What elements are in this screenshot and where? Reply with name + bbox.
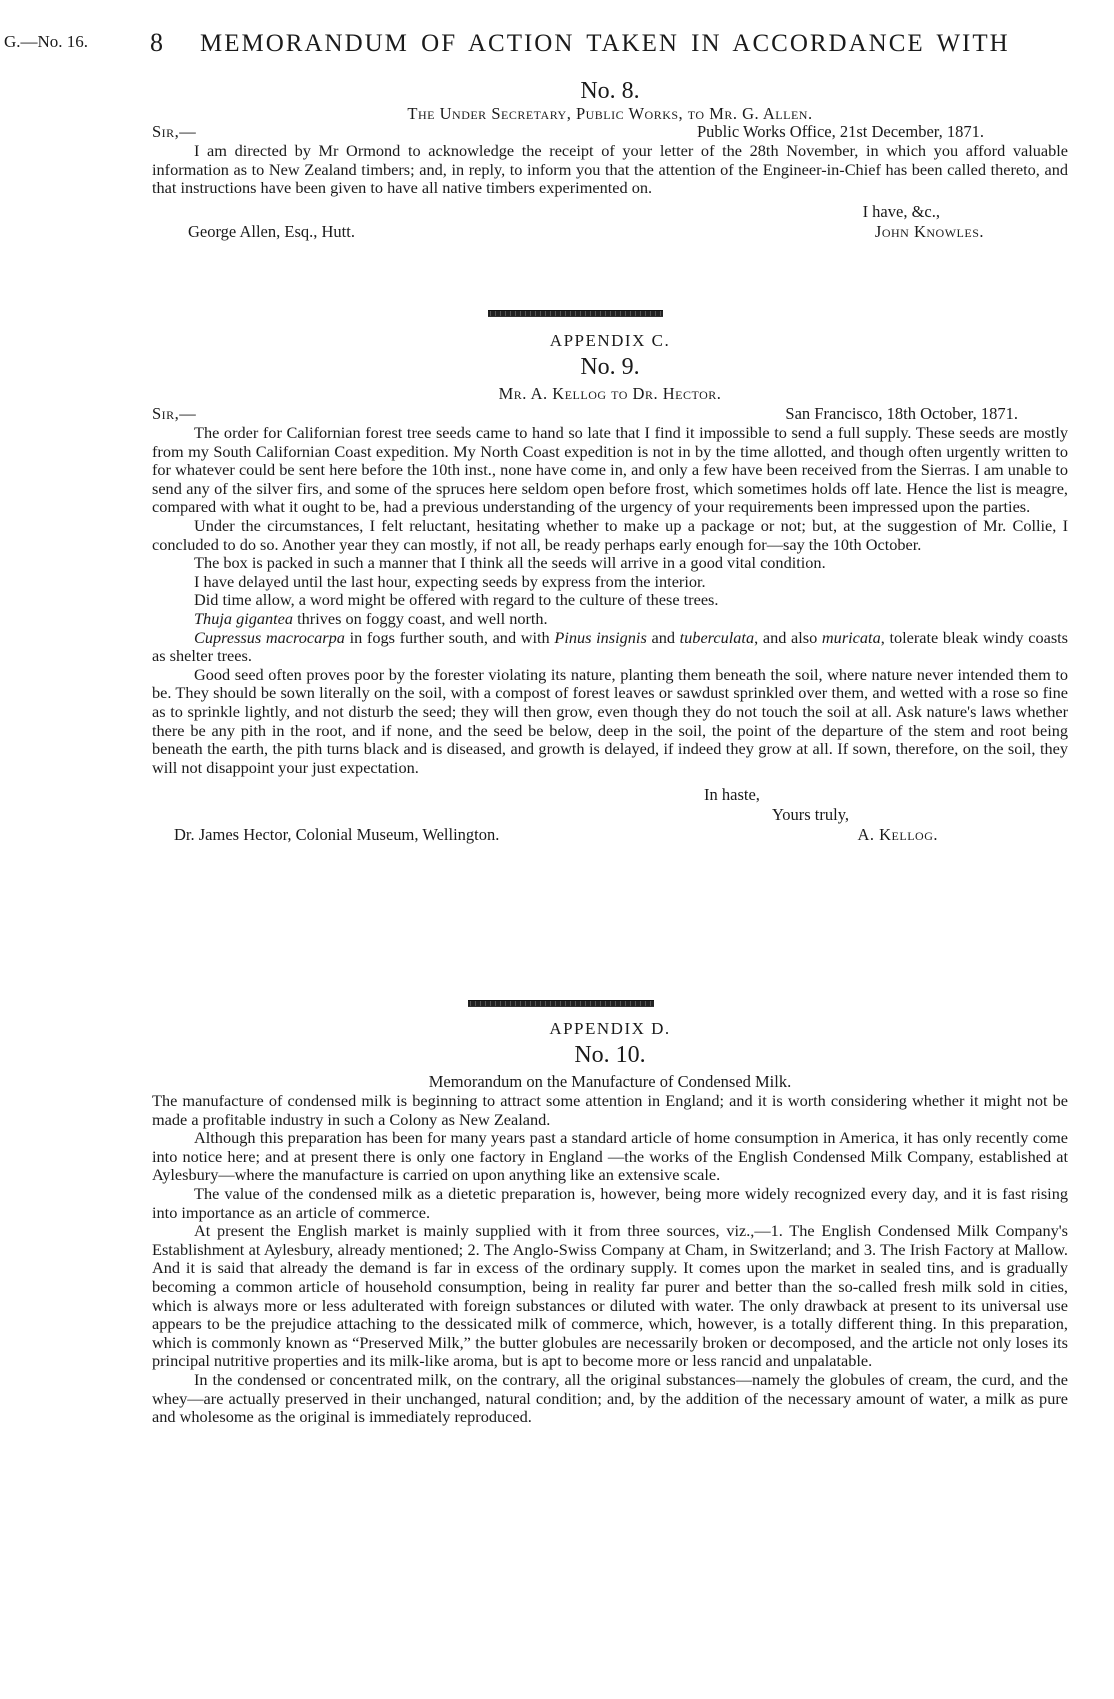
paragraph: Under the circumstances, I felt reluctant, hesitating whether to make up a package or not; but, at the suggestion of Mr. Collie, I concluded to do so. Another year they can mostly, if not all, be ready perhaps early enough for—say the 10th October. — [152, 515, 1068, 554]
species-name: muricata — [821, 627, 881, 647]
signature: A. Kellog. — [857, 825, 938, 845]
document-reference: G.—No. 16. — [4, 32, 89, 51]
memo-number: No. 10. — [574, 1042, 646, 1068]
paragraph-text: and — [646, 627, 680, 647]
paragraph: The value of the condensed milk as a dietetic preparation is, however, being more widely recognized every day, and it is fast rising into importance as an article of commerce. — [152, 1183, 1068, 1222]
appendix-label: APPENDIX C. — [549, 331, 671, 350]
salutation: Sir,— — [152, 122, 197, 141]
letter-number: No. 9. — [580, 354, 640, 380]
letter-heading: Mr. A. Kellog to Dr. Hector. — [498, 384, 722, 403]
paragraph-text: in fogs further south, and with — [344, 627, 555, 647]
running-title: MEMORANDUM OF ACTION TAKEN IN ACCORDANCE WITH — [200, 30, 1010, 57]
salutation: Sir,— — [152, 404, 197, 423]
place-date: Public Works Office, 21st December, 1871. — [696, 122, 984, 141]
memo-heading: Memorandum on the Manufacture of Condensed Milk. — [428, 1072, 792, 1091]
letter-number: No. 8. — [580, 78, 640, 104]
salutation-line — [152, 122, 1068, 142]
paragraph: The order for Californian forest tree seeds came to hand so late that I find it impossible to send a full supply. These seeds are mostly from my South Californian Coast expedition. My North Coast expedition is not in by the time allotted, and though often urgently written to for whatever could be sent here before the 10th inst., none have come in, and only a few have been received from the Sierras. I am unable to send any of the silver firs, and some of the spruces here seldom open before frost, which sometimes holds off late. Hence the list is meagre, compared with what it ought to be, had a previous understanding of the urgency of your requirements been impressed upon the parties. — [152, 423, 1068, 517]
page-number: 8 — [150, 28, 163, 57]
paragraph-text: , tolerate bleak windy coasts as shelter trees. — [152, 627, 1069, 666]
letter-heading: The Under Secretary, Public Works, to Mr. G. Allen. — [407, 104, 813, 123]
species-name: tuberculata — [679, 627, 755, 647]
letter-no-8 — [152, 76, 1068, 242]
paragraph — [152, 610, 1068, 629]
paragraph: Did time allow, a word might be offered with regard to the culture of these trees. — [194, 590, 719, 610]
section-divider — [468, 1000, 654, 1007]
appendix-label: APPENDIX D. — [549, 1019, 671, 1038]
paragraph-text: , and also — [754, 627, 822, 647]
place-date: San Francisco, 18th October, 1871. — [785, 404, 1018, 423]
species-name: Cupressus macrocarpa — [194, 627, 345, 647]
paragraph — [152, 629, 1068, 666]
paragraph: At present the English market is mainly supplied with it from three sources, viz.,—1. The English Condensed Milk Company's Establishment at Aylesbury, already mentioned; 2. The Anglo-Swiss Company at Cham, in Switzerland; and 3. The Irish Factory at Mallow. And it is said that already the demand is far in excess of the ordinary supply. It comes upon the market in sealed tins, and is gradually becoming a common article of household consumption, being in reality far purer and better than the so-called fresh milk sold in cities, which is always more or less adulterated with foreign substances or diluted with water. The only drawback at present to its universal use appears to be the prejudice attaching to the dessicated milk of commerce, which, however, is a totally different thing. In this preparation, which is commonly known as “Preserved Milk,” the butter globules are necessarily broken or decomposed, and the article not only loses its principal nutritive properties and its milk-like aroma, but is apt to become more or less rancid and unpalatable. — [152, 1221, 1068, 1371]
closing: Yours truly, — [772, 805, 850, 825]
salutation-line — [152, 404, 1068, 424]
addressee: Dr. James Hector, Colonial Museum, Wellington. — [174, 825, 500, 845]
paragraph: The manufacture of condensed milk is beginning to attract some attention in England; and it is worth considering whether it might not be made a profitable industry in such a Colony as New Zealand. — [152, 1091, 1068, 1129]
species-name: Thuja gigantea — [194, 608, 294, 628]
species-name: Pinus insignis — [554, 627, 647, 647]
page-header — [0, 28, 1114, 62]
signature-line — [152, 222, 1068, 242]
letter-body: I am directed by Mr Ormond to acknowledge the receipt of your letter of the 28th November, in which you afford valuable information as to New Zealand timbers; and, in reply, to inform you that the attention of the Engineer-in-Chief has been called thereto, and that instructions have been given to have all native timbers experimented on. — [152, 141, 1068, 198]
closing: In haste, — [704, 785, 760, 805]
paragraph: The box is packed in such a manner that I think all the seeds will arrive in a good vital condition. — [194, 553, 826, 573]
paragraph: Although this preparation has been for many years past a standard article of home consumption in America, it has only recently come into notice here; and at present there is only one factory in England —the works of the English Condensed Milk Company, established at Aylesbury—where the manufacture is carried on upon anything like an extensive scale. — [152, 1128, 1068, 1185]
paragraph-text: thrives on foggy coast, and well north. — [293, 608, 548, 628]
closing: I have, &c., — [862, 201, 940, 221]
paragraph: I have delayed until the last hour, expecting seeds by express from the interior. — [194, 571, 706, 591]
closing-line — [152, 202, 1068, 222]
paragraph: Good seed often proves poor by the forester violating its nature, planting them beneath the soil, where nature never intended them to be. They should be sown literally on the soil, with a compost of forest leaves or sawdust sprinkled over them, and wetted with a rose so fine as to sprinkle lightly, and not disturb the seed; they will then grow, even though they do not touch the soil at all. Ask nature's laws whether there be any pith in the root, and if none, and the seed be below, deep in the soil, the point of the departure of the stem and root being beneath the earth, the pith turns black and is diseased, and growth is delayed, if indeed they grow at all. If sown, therefore, on the soil, they will not disappoint your just expectation. — [152, 664, 1068, 777]
addressee: George Allen, Esq., Hutt. — [188, 221, 355, 241]
signature-line — [152, 825, 1068, 845]
signature: John Knowles. — [874, 221, 984, 241]
section-divider — [488, 310, 663, 317]
letter-no-9 — [152, 330, 1068, 845]
memorandum-no-10 — [152, 1018, 1068, 1427]
paragraph: In the condensed or concentrated milk, on the contrary, all the original substances—namely the globules of cream, the curd, and the whey—are actually preserved in their unchanged, natural condition; and, by the addition of the necessary amount of water, a milk as pure and wholesome as the original is immediately reproduced. — [152, 1369, 1068, 1427]
